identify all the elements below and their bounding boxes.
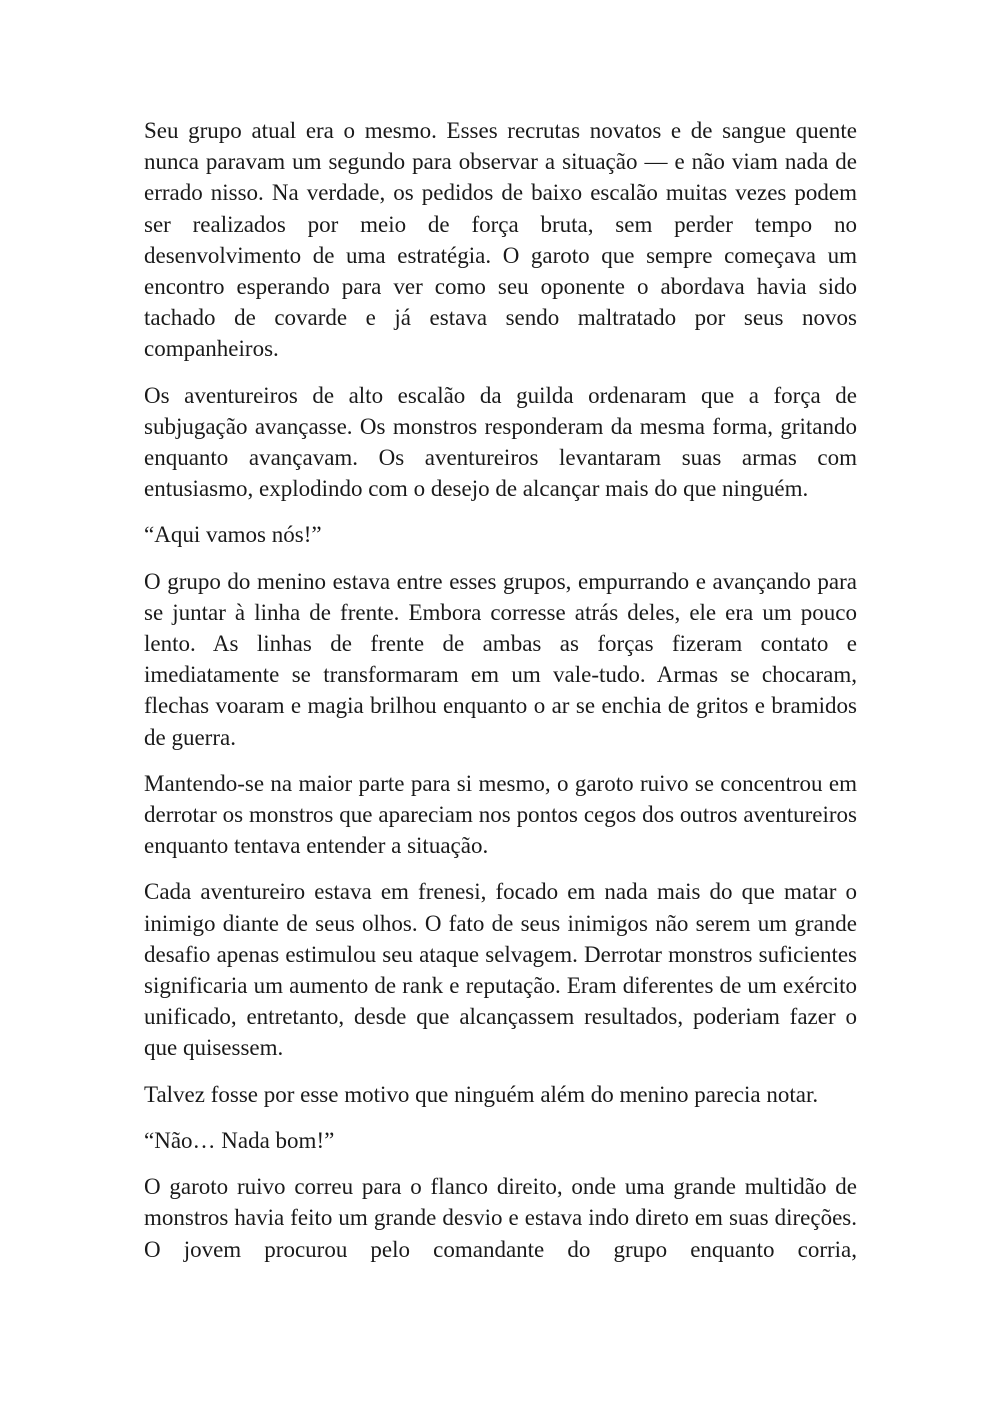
paragraph: Cada aventureiro estava em frenesi, focado em nada mais do que matar o inimigo diante de seus olhos. O fato de seus inimigos não serem um grande desafio apenas estimulou seu ataque selvagem. Derrotar monstros suficientes significaria um aumento de rank e reputação. Eram diferentes de um exército unificado, entretanto, desde que alcançassem resultados, poderiam fazer o que quisessem. bbox=[144, 879, 857, 1061]
body-text bbox=[144, 115, 857, 1265]
paragraph: Talvez fosse por esse motivo que ninguém além do menino parecia notar. bbox=[144, 1081, 819, 1107]
paragraph: Os aventureiros de alto escalão da guilda ordenaram que a força de subjugação avançasse. Os monstros responderam da mesma forma, gritando enquanto avançavam. Os aventureiros levantaram suas armas com entusiasmo, explodindo com o desejo de alcançar mais do que ninguém. bbox=[144, 382, 857, 502]
dialogue-line: “Aqui vamos nós!” bbox=[144, 522, 322, 548]
dialogue-line: “Não… Nada bom!” bbox=[144, 1127, 335, 1153]
paragraph: Mantendo-se na maior parte para si mesmo, o garoto ruivo se concentrou em derrotar os monstros que apareciam nos pontos cegos dos outros aventureiros enquanto tentava entender a situação. bbox=[144, 770, 857, 859]
paragraph: O garoto ruivo correu para o flanco direito, onde uma grande multidão de monstros havia feito um grande desvio e estava indo direto em suas direções. O jovem procurou pelo comandante do grupo enquanto corria, bbox=[144, 1174, 857, 1262]
paragraph: Seu grupo atual era o mesmo. Esses recrutas novatos e de sangue quente nunca paravam um segundo para observar a situação — e não viam nada de errado nisso. Na verdade, os pedidos de baixo escalão muitas vezes podem ser realizados por meio de força bruta, sem perder tempo no desenvolvimento de uma estratégia. O garoto que sempre começava um encontro esperando para ver como seu oponente o abordava havia sido tachado de covarde e já estava sendo maltratado por seus novos companheiros. bbox=[144, 118, 857, 362]
paragraph: O grupo do menino estava entre esses grupos, empurrando e avançando para se juntar à linha de frente. Embora corresse atrás deles, ele era um pouco lento. As linhas de frente de ambas as forças fizeram contato e imediatamente se transformaram em um vale-tudo. Armas se chocaram, flechas voaram e magia brilhou enquanto o ar se enchia de gritos e bramidos de guerra. bbox=[144, 568, 857, 750]
